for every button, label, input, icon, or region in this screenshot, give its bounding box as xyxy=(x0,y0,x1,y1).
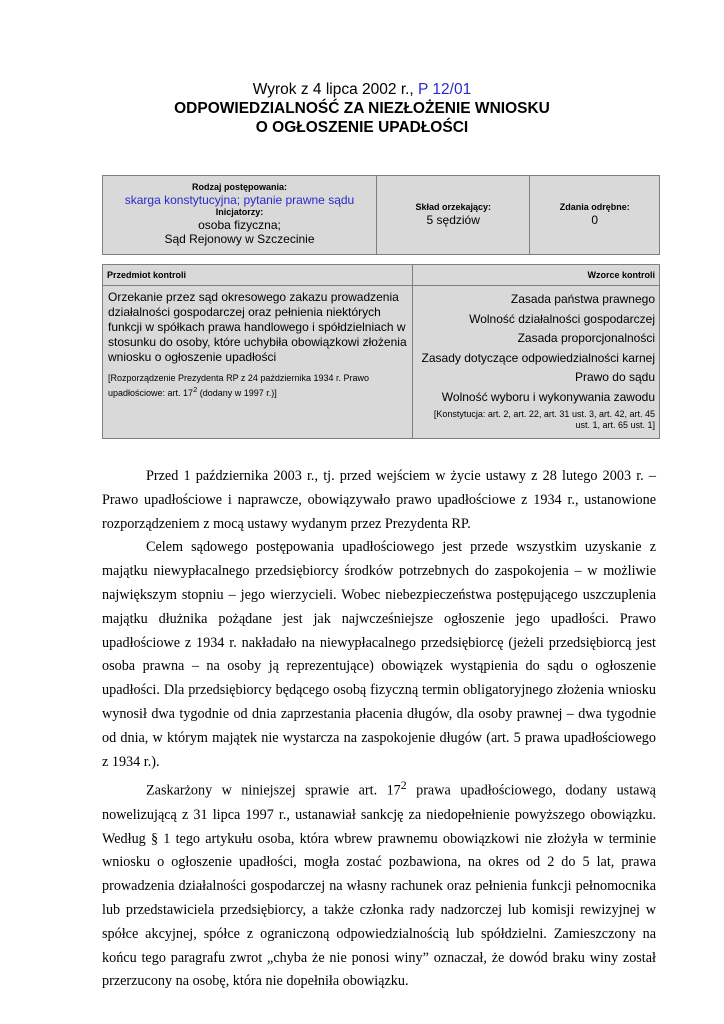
initiators-label: Inicjatorzy: xyxy=(215,207,264,217)
pattern-item: Prawo do sądu xyxy=(574,370,655,384)
patterns-cell xyxy=(413,286,660,439)
pattern-item: Zasada państwa prawnego xyxy=(510,292,655,306)
bench-value: 5 sędziów xyxy=(426,213,480,227)
case-summary-table xyxy=(102,175,660,255)
proceeding-cell xyxy=(103,176,377,255)
subject-cell xyxy=(103,286,413,439)
subject-reference: [Rozporządzenie Prezydenta RP z 24 października 1934 r. Prawo upadłościowe: art. $17^2$ (dodany w 1997 r.)] xyxy=(108,373,369,398)
document-title xyxy=(0,80,724,137)
subject-header: Przedmiot kontroli xyxy=(103,265,413,286)
initiator-2: Sąd Rejonowy w Szczecinie xyxy=(164,232,315,246)
initiator-1: osoba fizyczna; xyxy=(198,218,281,232)
patterns-reference: [Konstytucja: art. 2, art. 22, art. 31 ust. 3, art. 42, art. 45 ust. 1, art. 65 ust. 1] xyxy=(433,409,655,430)
pattern-item: Zasady dotyczące odpowiedzialności karnej xyxy=(421,350,655,365)
judgment-date: Wyrok z 4 lipca 2002 r., xyxy=(252,81,419,98)
title-line-2: ODPOWIEDZIALNOŚĆ ZA NIEZŁOŻENIE WNIOSKU xyxy=(174,100,550,117)
bench-cell xyxy=(376,176,529,255)
proceeding-label: Rodzaj postępowania: xyxy=(191,182,287,192)
bench-label: Skład orzekający: xyxy=(415,202,491,212)
pattern-item: Wolność działalności gospodarczej xyxy=(469,311,655,326)
subject-text: Orzekanie przez sąd okresowego zakazu prowadzenia działalności gospodarczej oraz pełnienia niektórych funkcji w spółkach prawa handlowego i spółdzielniach w stosunku do osoby, które uchybiła obowiązkowi złożenia wniosku o ogłoszenie upadłości xyxy=(108,290,407,364)
case-reference-link[interactable]: P 12/01 xyxy=(418,81,472,98)
dissent-label: Zdania odrębne: xyxy=(559,202,630,212)
body-paragraph-1: Przed 1 października 2003 r., tj. przed wejściem w życie ustawy z 28 lutego 2003 r. – Prawo upadłościowe i naprawcze, obowiązywało prawo upadłościowe z 1934 r., ustanowione rozporządzeniem z mocą ustawy wydanym przez Prezydenta RP. xyxy=(102,468,656,532)
dissent-cell xyxy=(530,176,660,255)
judgment-body xyxy=(102,465,656,994)
body-paragraph-2: Celem sądowego postępowania upadłościowego jest przede wszystkim uzyskanie z majątku niewypłacalnego przedsiębiorcy środków potrzebnych do zaspokojenia – w możliwie największym stopniu – jego wierzycieli. Wobec niebezpieczeństwa postępującego uszczuplenia majątku dłużnika pożądane jest jak najwcześniejsze ogłoszenie jego upadłości. Prawo upadłościowe z 1934 r. nakładało na niewypłacalnego przedsiębiorcę (jeżeli przedsiębiorcą jest osoba prawna – na osoby ją reprezentujące) obowiązek wystąpienia do sądu o ogłoszenie upadłości. Dla przedsiębiorcy będącego osobą fizyczną termin obligatoryjnego złożenia wniosku wynosił dwa tygodnie od dnia zaprzestania płacenia długów, dla osoby prawnej – dwa tygodnie od dnia, w którym majątek nie wystarcza na zaspokojenie długów (art. 5 prawa upadłościowego z 1934 r.). xyxy=(102,539,656,770)
proceeding-type-link[interactable]: skarga konstytucyjna; pytanie prawne sądu xyxy=(124,193,355,207)
dissent-value: 0 xyxy=(591,213,599,227)
title-line-3: O OGŁOSZENIE UPADŁOŚCI xyxy=(255,119,469,136)
patterns-header: Wzorce kontroli xyxy=(413,265,660,286)
control-table xyxy=(102,264,660,439)
body-paragraph-3: Zaskarżony w niniejszej sprawie art. $17^2$ prawa upadłościowego, dodany ustawą nowelizującą z 31 lipca 1997 r., ustanawiał sankcję za niedopełnienie powyższego obowiązku. Według § 1 tego artykułu osoba, która wbrew prawnemu obowiązkowi nie złożyła w terminie wniosku o ogłoszenie upadłości, mogła zostać pozbawiona, na okres od 2 do 5 lat, prawa prowadzenia działalności gospodarczej na własny rachunek oraz pełnienia funkcji pełnomocnika lub przedstawiciela przedsiębiorcy, a także członka rady nadzorczej lub komisji rewizyjnej w spółce akcyjnej, spółce z ograniczoną odpowiedzialnością lub spółdzielni. Zamieszczony na końcu tego paragrafu zwrot „chyba że nie ponosi winy” oznaczał, że dowód braku winy został przerzucony na osobę, która nie dopełniła obowiązku. xyxy=(102,778,656,990)
pattern-item: Wolność wyboru i wykonywania zawodu xyxy=(441,389,655,404)
pattern-item: Zasada proporcjonalności xyxy=(517,331,655,345)
judgment-date-line xyxy=(0,80,724,99)
